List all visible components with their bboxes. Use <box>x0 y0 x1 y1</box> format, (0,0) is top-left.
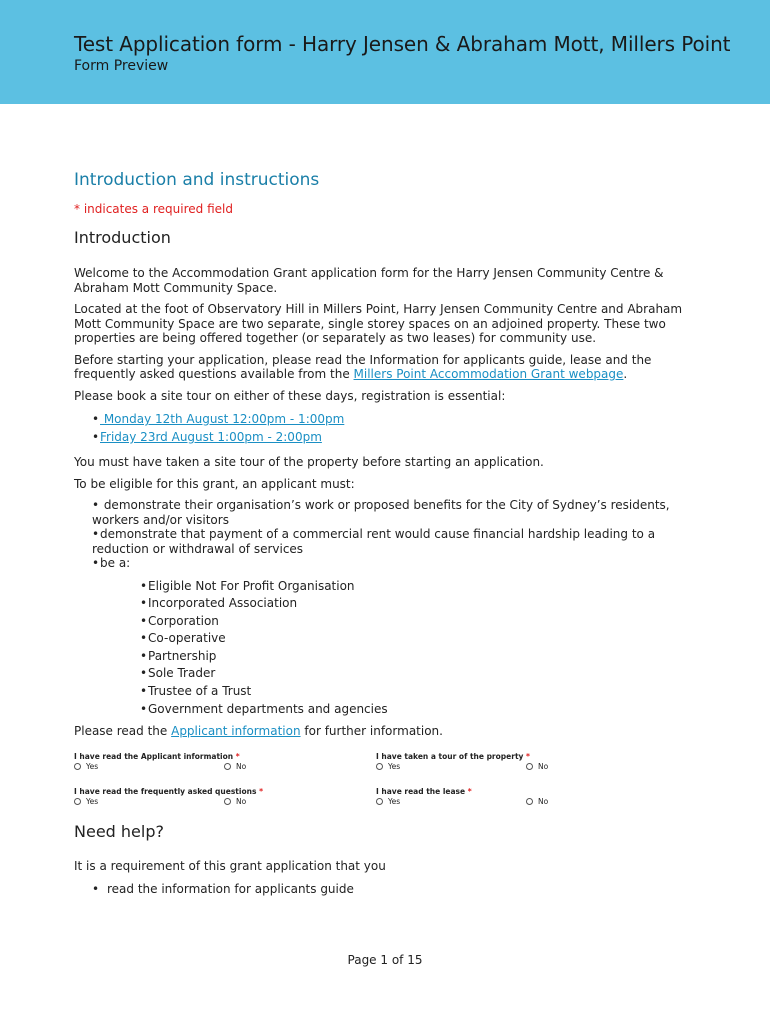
need-help-heading: Need help? <box>74 821 164 841</box>
form-content <box>74 170 684 904</box>
eligible-paragraph: To be eligible for this grant, an applicant must: <box>74 476 355 491</box>
book-tour-paragraph: Please book a site tour on either of these days, registration is essential: <box>74 388 506 403</box>
option-no[interactable] <box>526 762 548 771</box>
radio-icon[interactable] <box>526 798 533 805</box>
bullet-icon <box>140 630 148 648</box>
question-text: I have taken a tour of the property <box>376 751 524 761</box>
option-no[interactable] <box>224 762 246 771</box>
radio-icon[interactable] <box>74 763 81 770</box>
bullet-icon <box>140 613 148 631</box>
before-starting-paragraph <box>74 353 684 382</box>
bullet-icon <box>140 665 148 683</box>
option-yes[interactable] <box>74 797 98 806</box>
question-site-tour <box>376 751 549 771</box>
requirement-text: demonstrate their organisation’s work or proposed benefits for the City of Sydney’s residents, workers and/or visitors <box>92 498 670 527</box>
option-label: Yes <box>388 796 401 806</box>
help-item-text: read the information for applicants guide <box>107 882 354 897</box>
before-starting-text: Before starting your application, please read the Information for applicants guide, lease and the frequently asked questions available from the <box>74 352 652 381</box>
required-mark: * <box>467 786 472 796</box>
list-item <box>92 527 684 556</box>
required-note: * indicates a required field <box>74 202 233 216</box>
entity-type-text: Co-operative <box>148 631 226 646</box>
entity-type-text: Incorporated Association <box>148 596 298 611</box>
question-label <box>74 787 263 796</box>
question-label <box>74 752 240 761</box>
list-item <box>140 630 684 648</box>
radio-icon[interactable] <box>74 798 81 805</box>
question-label <box>376 787 472 796</box>
entity-type-text: Corporation <box>148 613 219 628</box>
question-faq <box>74 786 263 806</box>
bullet-icon <box>140 701 148 719</box>
radio-icon[interactable] <box>376 798 383 805</box>
option-yes[interactable] <box>74 762 98 771</box>
option-no[interactable] <box>526 797 548 806</box>
question-text: I have read the lease <box>376 786 466 796</box>
tour-link-friday[interactable]: Friday 23rd August 1:00pm - 2:00pm <box>100 430 322 444</box>
list-item <box>92 428 684 446</box>
option-label: No <box>236 796 247 806</box>
page-number: Page 1 of 15 <box>347 953 423 967</box>
requirement-text: be a: <box>100 556 131 570</box>
bullet-icon <box>92 498 100 513</box>
intro-heading: Introduction <box>74 228 171 247</box>
list-item <box>92 410 684 428</box>
radio-icon[interactable] <box>224 798 231 805</box>
read-info-paragraph <box>74 724 684 739</box>
list-item <box>92 556 684 571</box>
option-label: Yes <box>86 761 99 771</box>
required-mark: * <box>526 751 530 761</box>
question-applicant-info <box>74 751 247 771</box>
required-mark: * <box>259 786 263 796</box>
bullet-icon <box>92 410 100 428</box>
tour-list <box>92 410 684 446</box>
list-item <box>140 665 684 683</box>
bullet-icon <box>92 882 107 897</box>
entity-type-text: Government departments and agencies <box>148 701 388 716</box>
option-label: No <box>538 796 549 806</box>
applicant-information-link[interactable]: Applicant information <box>171 724 301 739</box>
form-subtitle: Form Preview <box>74 58 169 74</box>
option-yes[interactable] <box>376 797 400 806</box>
entity-type-text: Trustee of a Trust <box>148 684 252 699</box>
welcome-paragraph: Welcome to the Accommodation Grant application form for the Harry Jensen Community Centre & Abraham Mott Community Space. <box>74 266 664 295</box>
entity-type-text: Partnership <box>148 648 217 663</box>
bullet-icon <box>92 428 100 446</box>
must-tour-paragraph: You must have taken a site tour of the property before starting an application. <box>74 455 544 469</box>
list-item <box>92 498 684 527</box>
list-item <box>140 683 684 701</box>
before-starting-end: . <box>623 367 628 381</box>
form-title: Test Application form - Harry Jensen & Abraham Mott, Millers Point <box>74 32 731 56</box>
bullet-icon <box>140 648 148 666</box>
bullet-icon <box>140 683 148 701</box>
list-item <box>140 595 684 613</box>
radio-icon[interactable] <box>224 763 231 770</box>
read-info-text: Please read the <box>74 724 172 739</box>
requirement-text: demonstrate that payment of a commercial rent would cause financial hardship leading to a reduction or withdrawal of services <box>92 527 656 556</box>
question-lease <box>376 786 549 806</box>
help-paragraph: It is a requirement of this grant application that you <box>74 858 386 873</box>
bullet-icon <box>92 556 100 571</box>
radio-icon[interactable] <box>376 763 383 770</box>
bullet-icon <box>140 595 148 613</box>
required-mark: * <box>235 751 240 761</box>
list-item <box>92 882 684 897</box>
option-label: No <box>236 761 247 771</box>
section-title: Introduction and instructions <box>74 170 320 190</box>
radio-icon[interactable] <box>526 763 533 770</box>
question-label <box>376 752 530 761</box>
option-no[interactable] <box>224 797 246 806</box>
accommodation-grant-link[interactable]: Millers Point Accommodation Grant webpage <box>353 367 624 381</box>
entity-type-text: Sole Trader <box>148 666 216 681</box>
confirmation-questions <box>74 752 684 822</box>
list-item <box>140 613 684 631</box>
option-label: Yes <box>86 796 99 806</box>
list-item <box>140 701 684 719</box>
header-banner <box>0 0 770 104</box>
question-text: I have read the frequently asked questions <box>74 786 257 796</box>
option-label: No <box>538 761 549 771</box>
read-info-end: for further information. <box>300 724 443 739</box>
entity-type-text: Eligible Not For Profit Organisation <box>148 578 355 593</box>
entity-type-list <box>140 578 684 719</box>
option-label: Yes <box>388 761 401 771</box>
list-item <box>140 578 684 596</box>
question-text: I have read the Applicant information <box>74 751 234 761</box>
option-yes[interactable] <box>376 762 400 771</box>
location-paragraph: Located at the foot of Observatory Hill in Millers Point, Harry Jensen Community Centre and Abraham Mott Community Space are two separate, single storey spaces on an adjoined property. These two properties are being offered together (or separately as two leases) for community use. <box>74 302 683 345</box>
list-item <box>140 648 684 666</box>
bullet-icon <box>140 578 148 596</box>
bullet-icon <box>92 527 100 542</box>
requirement-list <box>92 498 684 571</box>
tour-link-monday[interactable]: Monday 12th August 12:00pm - 1:00pm <box>100 412 345 426</box>
help-list <box>92 882 684 897</box>
